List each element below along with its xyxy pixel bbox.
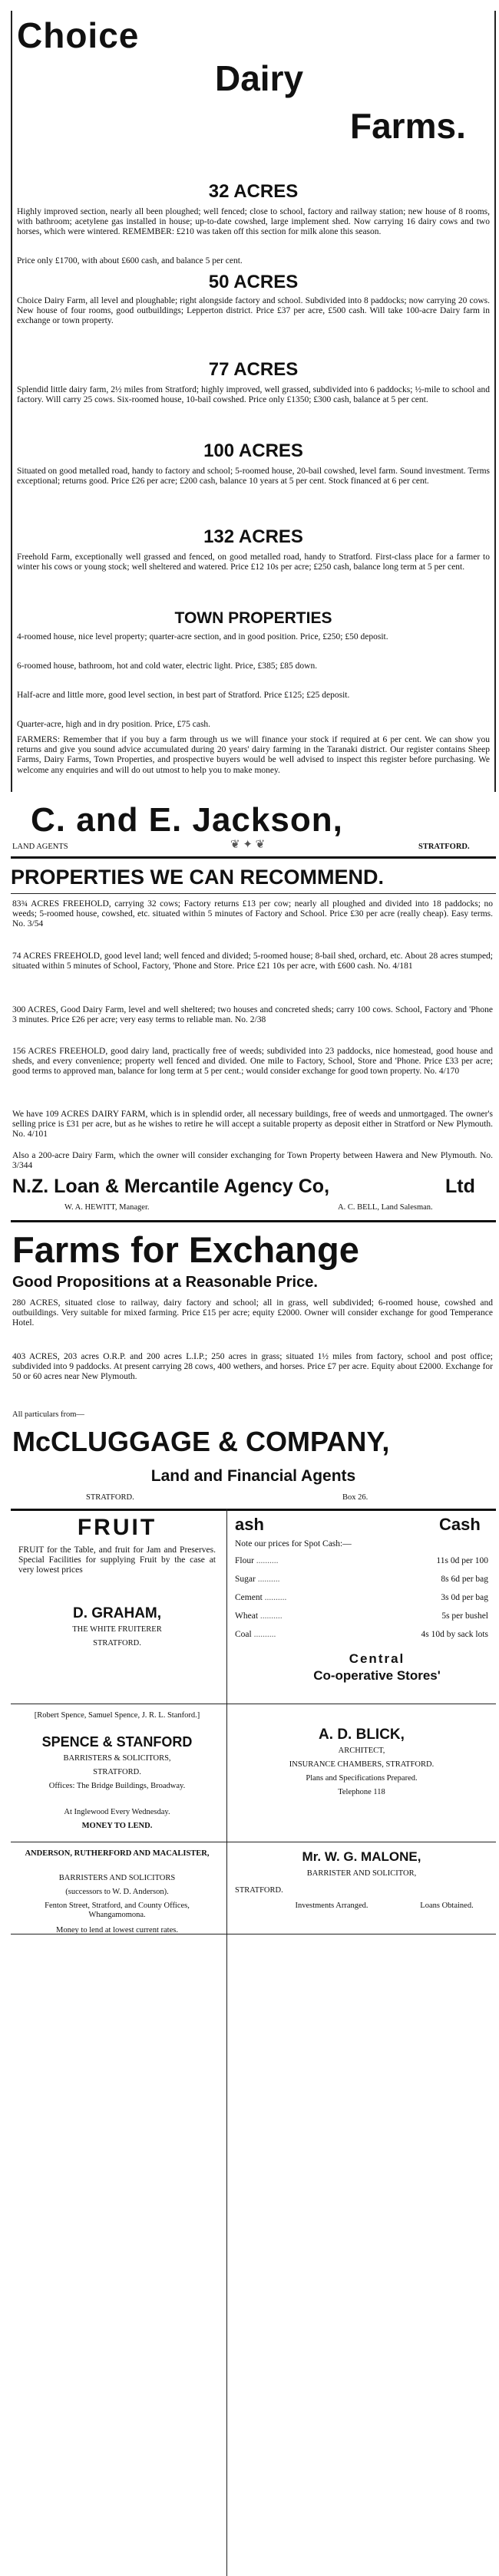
- ad1-100-acres-heading: 100 ACRES: [203, 440, 303, 461]
- column-divider: [226, 1509, 227, 2576]
- spence-role: BARRISTERS & SOLICITORS,: [63, 1754, 171, 1763]
- divider-1: [11, 856, 496, 859]
- cash-price: 11s 0d per 100: [436, 1556, 488, 1565]
- spence-offices: Offices: The Bridge Buildings, Broadway.: [48, 1782, 186, 1790]
- ad3-entry-2: 403 ACRES, 203 acres O.R.P. and 200 acres L.I.P.; 250 acres in grass; situated 1½ miles from factory, school and post office; subdivided into 9 paddocks. At present carrying 28 cows, 400 wethers, and horses. Price £7 per acre. Equity about £2000. Exchange for 50 or 60 acres near New Plymouth.: [12, 1352, 493, 1382]
- blick-role: ARCHITECT,: [338, 1746, 385, 1755]
- ad2-entry-5: We have 109 ACRES DAIRY FARM, which is in splendid order, all necessary buildings, free of weeds and unmortgaged. The owner's selling price is £31 per acre, but as he wishes to retire he will accept a suitable property as deposit either in Stratford or New Plymouth. No. 4/101: [12, 1110, 493, 1140]
- ad1-32-acres-text: Highly improved section, nearly all been ploughed; well fenced; close to school, factory and railway station; new house of 8 rooms, with bathroom; acetylene gas installed in house; up-to-date cowshed, large implement shed. Now carrying 16 dairy cows and two horses, which were wintered. REMEMBER: £210 was taken off this section for milk alone this season.: [17, 207, 490, 237]
- ad3-title: Farms for Exchange: [12, 1229, 359, 1270]
- ad1-32-acres-heading: 32 ACRES: [208, 181, 299, 202]
- cash-price: 5s per bushel: [441, 1611, 488, 1621]
- ad2-salesman: A. C. BELL, Land Salesman.: [338, 1203, 433, 1212]
- ad1-title-choice: Choice: [17, 15, 140, 55]
- ad2-manager: W. A. HEWITT, Manager.: [64, 1203, 150, 1212]
- ad1-land-agents: LAND AGENTS: [12, 843, 68, 851]
- ad1-firm-name: C. and E. Jackson,: [31, 801, 343, 839]
- ad1-farmers-note: FARMERS: Remember that if you buy a farm through us we will finance your stock if required at 6 per cent. We can show you returns and give you sound advice accumulated during 20 years' dairy farming in the Taranaki district. Our register contains Sheep Farms, Dairy Farms, Town Properties, and prospective buyers would be well advised to inspect this register before purchasing. We welcome any enquiries and will do out utmost to help you to make money.: [17, 735, 490, 775]
- anderson-money: Money to lend at lowest current rates.: [56, 1926, 178, 1934]
- ad2-title-rule: [11, 893, 496, 894]
- spence-firm: SPENCE & STANFORD: [41, 1734, 193, 1750]
- ad1-132-acres-heading: 132 ACRES: [203, 526, 303, 547]
- ad1-77-acres-text: Splendid little dairy farm, 2½ miles from Stratford; highly improved, well grassed, subdivided into 6 paddocks; ½-mile to school and factory. Will carry 25 cows. Six-roomed house, 10-bail cowshed. Price only £1350; £300 cash, balance at 5 per cent.: [17, 385, 490, 405]
- ad-spot-cash: [232, 1515, 491, 1704]
- ad2-title: PROPERTIES WE CAN RECOMMEND.: [11, 866, 385, 889]
- cash-item: Flour: [235, 1556, 254, 1565]
- ad1-town-properties-heading: TOWN PROPERTIES: [174, 609, 332, 627]
- ad3-agents: Land and Financial Agents: [150, 1467, 356, 1485]
- ad3-subtitle: Good Propositions at a Reasonable Price.: [12, 1274, 318, 1291]
- anderson-firm: ANDERSON, RUTHERFORD AND MACALISTER,: [25, 1849, 210, 1858]
- cash-store-1: Central: [349, 1651, 405, 1666]
- ad2-entry-3: 300 ACRES, Good Dairy Farm, level and well sheltered; two houses and concreted sheds; carry 100 cows. School, Factory and 'Phone 3 minutes. Price £26 per acre; very easy terms to reliable man. No. 2/38: [12, 1005, 493, 1025]
- blick-plans: Plans and Specifications Prepared.: [306, 1774, 418, 1783]
- ad1-77-acres-heading: 77 ACRES: [208, 359, 299, 380]
- ad3-box: Box 26.: [342, 1493, 368, 1502]
- cash-item: Sugar: [235, 1575, 256, 1584]
- cash-price-row: [235, 1593, 488, 1603]
- spence-inglewood: At Inglewood Every Wednesday.: [64, 1808, 170, 1816]
- ad1-title-dairy: Dairy: [215, 58, 304, 98]
- ad3-all-particulars: All particulars from—: [12, 1410, 84, 1419]
- cash-leader-dots: ..........: [258, 1611, 283, 1621]
- ad1-100-acres-text: Situated on good metalled road, handy to factory and school; 5-roomed house, 20-bail cowshed, level farm. Sound investment. Terms exceptional; returns good. Price £26 per acre; £200 cash, balance 10 years at 5 per cent. Stock financed at 6 per cent.: [17, 467, 490, 487]
- ad1-32-acres-price: Price only £1700, with about £600 cash, and balance 5 per cent.: [17, 256, 243, 266]
- cash-item: Coal: [235, 1630, 252, 1639]
- spence-money: MONEY TO LEND.: [81, 1822, 153, 1830]
- blick-addr: INSURANCE CHAMBERS, STRATFORD.: [289, 1760, 435, 1769]
- malone-name: Mr. W. G. MALONE,: [302, 1849, 421, 1864]
- ad3-town: STRATFORD.: [86, 1493, 134, 1502]
- cash-item: Cement: [235, 1593, 263, 1602]
- ad3-entry-1: 280 ACRES, situated close to railway, dairy factory and school; all in grass, well subdivided; 6-roomed house, cowshed and outbuildings. Very suitable for mixed farming. Price £15 per acre; equity £2000. Owner will consider exchange for good Temperance Hotel.: [12, 1298, 493, 1328]
- fruit-town: STRATFORD.: [93, 1639, 141, 1648]
- ad1-town-3: Half-acre and little more, good level section, in best part of Stratford. Price £125; £25 deposit.: [17, 691, 350, 700]
- cash-price-row: [235, 1630, 488, 1640]
- cash-item: Wheat: [235, 1611, 259, 1621]
- cash-store-2: Co-operative Stores': [313, 1668, 441, 1683]
- ad2-entry-6: Also a 200-acre Dairy Farm, which the owner will consider exchanging for Town Property between Hawera and New Plymouth. No. 3/344: [12, 1151, 493, 1171]
- cash-price: 3s 0d per bag: [441, 1593, 488, 1602]
- cash-price-row: [235, 1556, 488, 1566]
- malone-role: BARRISTER AND SOLICITOR,: [306, 1869, 417, 1878]
- ad1-132-acres-text: Freehold Farm, exceptionally well grassed and fenced, on good metalled road, handy to Stratford. First-class place for a farmer to winter his cows or young stock; well sheltered and watered. Price £12 10s per acre; £250 cash, balance long term at 5 per cent.: [17, 552, 490, 572]
- blick-name: A. D. BLICK,: [319, 1727, 405, 1743]
- spence-partners: [Robert Spence, Samuel Spence, J. R. L. Stanford.]: [34, 1711, 200, 1720]
- malone-loans: Loans Obtained.: [420, 1901, 474, 1910]
- ad2-entry-2: 74 ACRES FREEHOLD, good level land; well fenced and divided; 5-roomed house; 8-bail shed, orchard, etc. About 28 acres stumped; situated within 5 minutes of School, Factory, 'Phone and Store. Price £21 10s per acre, with £600 cash. No. 4/181: [12, 952, 493, 971]
- fruit-text: FRUIT for the Table, and fruit for Jam and Preserves. Special Facilities for supplying Fruit by the case at very lowest prices: [18, 1545, 216, 1575]
- ad2-firm-ltd: Ltd: [445, 1176, 475, 1197]
- ad1-title-farms: Farms.: [350, 106, 466, 146]
- ad1-town-1: 4-roomed house, nice level property; quarter-acre section, and in good position. Price, £250; £50 deposit.: [17, 632, 388, 642]
- ad-choice-dairy-farms: [11, 11, 496, 792]
- cash-leader-dots: ..........: [255, 1575, 280, 1584]
- ad2-entry-1: 83¾ ACRES FREEHOLD, carrying 32 cows; Factory returns £13 per cow; nearly all ploughed and divided into 18 paddocks; no weeds; 5-roomed house, cowshed, etc. situated within 5 minutes of Factory and School. Price £30 per acre (really cheap). Easy terms. No. 3/54: [12, 899, 493, 929]
- ad2-firm-name: N.Z. Loan & Mercantile Agency Co,: [12, 1176, 330, 1197]
- divider-2: [11, 1220, 496, 1222]
- divider-3: [11, 1509, 496, 1511]
- ad1-emblem-icon: ❦ ✦ ❦: [230, 839, 266, 851]
- ad2-entry-4: 156 ACRES FREEHOLD, good dairy land, practically free of weeds; subdivided into 23 paddocks, nice homestead, good house and sheds, and every convenience; property well fenced and divided. One mile to Factory, School, Store and 'Phone. Price £33 per acre; good terms to approved man, balance for long term at 5 per cent.; would consider exchange for good town property. No. 4/170: [12, 1047, 493, 1077]
- anderson-succ: (successors to W. D. Anderson).: [65, 1888, 169, 1896]
- fruit-name: D. GRAHAM,: [72, 1605, 162, 1621]
- cash-price-row: [235, 1611, 488, 1621]
- ad1-50-acres-heading: 50 ACRES: [208, 272, 299, 292]
- blick-tel: Telephone 118: [338, 1788, 385, 1796]
- ad1-town-2: 6-roomed house, bathroom, hot and cold water, electric light. Price, £385; £85 down.: [17, 661, 318, 671]
- cash-price: 8s 6d per bag: [441, 1575, 488, 1584]
- anderson-role: BARRISTERS AND SOLICITORS: [58, 1874, 176, 1882]
- cash-price: 4s 10d by sack lots: [421, 1630, 488, 1639]
- cash-title-right: Cash: [439, 1515, 481, 1534]
- cash-price-row: [235, 1575, 488, 1585]
- spence-town: STRATFORD.: [93, 1768, 141, 1776]
- malone-investments: Investments Arranged.: [295, 1901, 368, 1910]
- cash-title-left: ash: [235, 1515, 264, 1534]
- cash-intro: Note our prices for Spot Cash:—: [235, 1539, 352, 1549]
- fruit-sub: THE WHITE FRUITERER: [72, 1625, 162, 1634]
- anderson-addr: Fenton Street, Stratford, and County Offices, Whangamomona.: [45, 1901, 190, 1920]
- ad1-stratford: STRATFORD.: [418, 843, 470, 851]
- malone-town: STRATFORD.: [235, 1886, 283, 1895]
- cash-leader-dots: ..........: [251, 1630, 276, 1639]
- cash-leader-dots: ..........: [253, 1556, 279, 1565]
- fruit-title: FRUIT: [77, 1515, 157, 1540]
- cash-leader-dots: ..........: [262, 1593, 287, 1602]
- ad1-town-4: Quarter-acre, high and in dry position. Price, £75 cash.: [17, 720, 211, 729]
- ad1-50-acres-text: Choice Dairy Farm, all level and ploughable; right alongside factory and school. Subdivided into 8 paddocks; now carrying 20 cows. New house of four rooms, good outbuildings; Lepperton district. Price £37 per acre, £500 cash. Will take 100-acre Dairy farm in exchange or town property.: [17, 296, 490, 326]
- ad3-firm-name: McCLUGGAGE & COMPANY,: [12, 1426, 390, 1457]
